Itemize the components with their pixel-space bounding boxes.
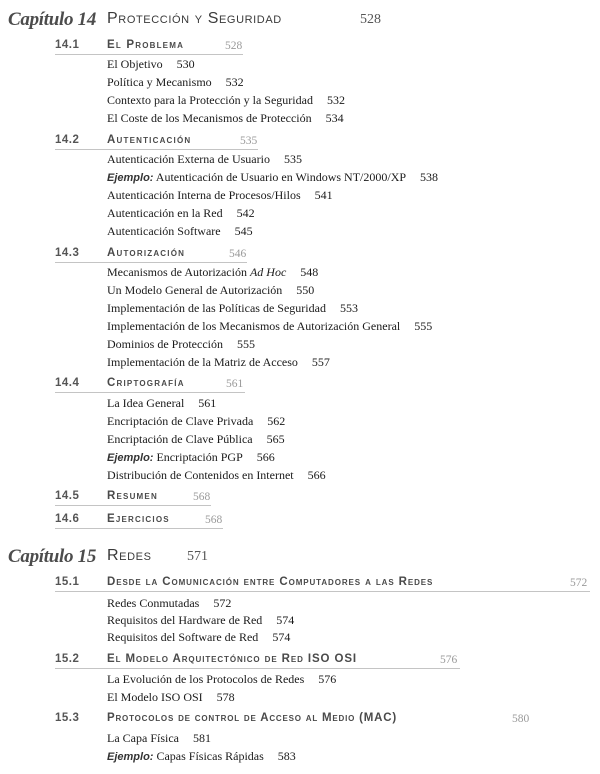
section-title: Autorización	[107, 247, 186, 259]
entry-page: 538	[420, 170, 439, 184]
toc-entry: Política y Mecanismo 532	[107, 75, 244, 89]
section-title: Criptografía	[107, 377, 185, 389]
section-heading	[0, 377, 600, 393]
section-heading	[0, 134, 600, 150]
section-rule	[55, 54, 243, 55]
toc-entry: Autenticación en la Red 542	[107, 206, 255, 220]
toc-entry: Requisitos del Software de Red 574	[107, 630, 291, 644]
entry-page: 545	[234, 224, 253, 238]
section-page: 546	[229, 248, 247, 260]
section-number: 14.1	[55, 39, 80, 51]
entry-page: 578	[216, 690, 235, 704]
entry-page: 581	[192, 731, 211, 745]
toc-entry: El Coste de los Mecanismos de Protección 534	[107, 111, 344, 125]
section-page: 580	[512, 713, 530, 725]
section-rule	[55, 591, 590, 592]
toc-entry: Autenticación Externa de Usuario 535	[107, 152, 302, 166]
chapter-heading	[0, 9, 600, 33]
section-title: Ejercicios	[107, 513, 170, 525]
chapter-heading	[0, 546, 600, 570]
section-page: 561	[226, 378, 244, 390]
section-page: 576	[440, 654, 458, 666]
entry-page: 576	[318, 672, 337, 686]
section-heading	[0, 513, 600, 529]
toc-entry: Redes Conmutadas 572	[107, 596, 232, 610]
entry-page: 542	[236, 206, 255, 220]
toc-entry: Requisitos del Hardware de Red 574	[107, 613, 295, 627]
chapter-page: 528	[360, 12, 381, 27]
chapter-label: Capítulo 15	[8, 546, 97, 567]
section-page: 528	[225, 40, 243, 52]
chapter-title: Redes	[107, 547, 152, 564]
section-heading	[0, 247, 600, 263]
toc-entry: La Evolución de los Protocolos de Redes 576	[107, 672, 337, 686]
entry-page: 566	[256, 450, 275, 464]
section-rule	[55, 668, 460, 669]
entry-page: 548	[300, 265, 319, 279]
section-number: 14.4	[55, 377, 80, 389]
toc-entry: El Objetivo 530	[107, 57, 195, 71]
section-number: 14.5	[55, 490, 80, 502]
section-number: 15.1	[55, 576, 80, 588]
section-page: 572	[570, 577, 588, 589]
toc-entry: Encriptación de Clave Pública 565	[107, 432, 285, 446]
section-heading	[0, 490, 600, 506]
entry-page: 532	[326, 93, 345, 107]
toc-entry: Autenticación Software 545	[107, 224, 253, 238]
section-heading	[0, 576, 600, 592]
toc-entry: Implementación de la Matriz de Acceso 557	[107, 355, 330, 369]
section-title: Autenticación	[107, 134, 192, 146]
section-rule	[55, 528, 223, 529]
section-rule	[55, 262, 247, 263]
example-label: Ejemplo:	[107, 751, 154, 763]
section-number: 15.2	[55, 653, 80, 665]
toc-entry: Implementación de los Mecanismos de Autorización General 555	[107, 319, 433, 333]
section-number: 14.2	[55, 134, 80, 146]
section-title: Resumen	[107, 490, 158, 502]
toc-entry: Ejemplo: Capas Físicas Rápidas 583	[107, 749, 296, 763]
entry-page: 550	[296, 283, 315, 297]
toc-entry: Dominios de Protección 555	[107, 337, 255, 351]
entry-page: 566	[307, 468, 326, 482]
toc-entry: Encriptación de Clave Privada 562	[107, 414, 286, 428]
section-rule	[55, 505, 211, 506]
toc-entry: Ejemplo: Autenticación de Usuario en Windows NT/2000/XP 538	[107, 170, 439, 184]
section-rule	[55, 392, 245, 393]
entry-page: 572	[213, 596, 232, 610]
section-page: 568	[193, 491, 211, 503]
toc-entry: Autenticación Interna de Procesos/Hilos 541	[107, 188, 333, 202]
section-rule	[55, 149, 258, 150]
entry-page: 541	[314, 188, 333, 202]
section-title: Desde la Comunicación entre Computadores a las Redes	[107, 576, 434, 588]
toc-entry: Un Modelo General de Autorización 550	[107, 283, 315, 297]
example-label: Ejemplo:	[107, 452, 154, 464]
italic-text: Ad Hoc	[249, 265, 287, 279]
entry-page: 532	[225, 75, 244, 89]
entry-page: 530	[176, 57, 195, 71]
section-heading	[0, 653, 600, 669]
section-page: 535	[240, 135, 258, 147]
entry-page: 574	[276, 613, 295, 627]
toc-entry: Distribución de Contenidos en Internet 566	[107, 468, 326, 482]
entry-page: 555	[414, 319, 433, 333]
entry-page: 535	[283, 152, 302, 166]
example-label: Ejemplo:	[107, 172, 154, 184]
entry-page: 555	[236, 337, 255, 351]
toc-entry: Ejemplo: Encriptación PGP 566	[107, 450, 275, 464]
entry-page: 561	[198, 396, 217, 410]
toc-entry: Mecanismos de Autorización Ad Hoc 548	[107, 265, 319, 279]
section-heading	[0, 39, 600, 55]
chapter-label: Capítulo 14	[8, 9, 97, 30]
section-number: 14.6	[55, 513, 80, 525]
entry-page: 557	[311, 355, 330, 369]
toc-entry: Implementación de las Políticas de Seguridad 553	[107, 301, 358, 315]
entry-page: 534	[325, 111, 344, 125]
entry-page: 583	[277, 749, 296, 763]
chapter-title: Protección y Seguridad	[107, 10, 282, 27]
section-page: 568	[205, 514, 223, 526]
section-number: 15.3	[55, 712, 80, 724]
section-number: 14.3	[55, 247, 80, 259]
toc-entry: El Modelo ISO OSI 578	[107, 690, 235, 704]
entry-page: 553	[339, 301, 358, 315]
toc-entry: Contexto para la Protección y la Seguridad 532	[107, 93, 345, 107]
section-heading	[0, 712, 600, 728]
section-title: Protocolos de control de Acceso al Medio (MAC)	[107, 712, 398, 724]
toc-entry: La Capa Física 581	[107, 731, 211, 745]
entry-page: 574	[272, 630, 291, 644]
section-title: El Modelo Arquitectónico de Red ISO OSI	[107, 653, 357, 665]
chapter-page: 571	[187, 549, 208, 564]
section-title: El Problema	[107, 39, 185, 51]
entry-page: 562	[267, 414, 286, 428]
entry-page: 565	[266, 432, 285, 446]
toc-entry: La Idea General 561	[107, 396, 217, 410]
